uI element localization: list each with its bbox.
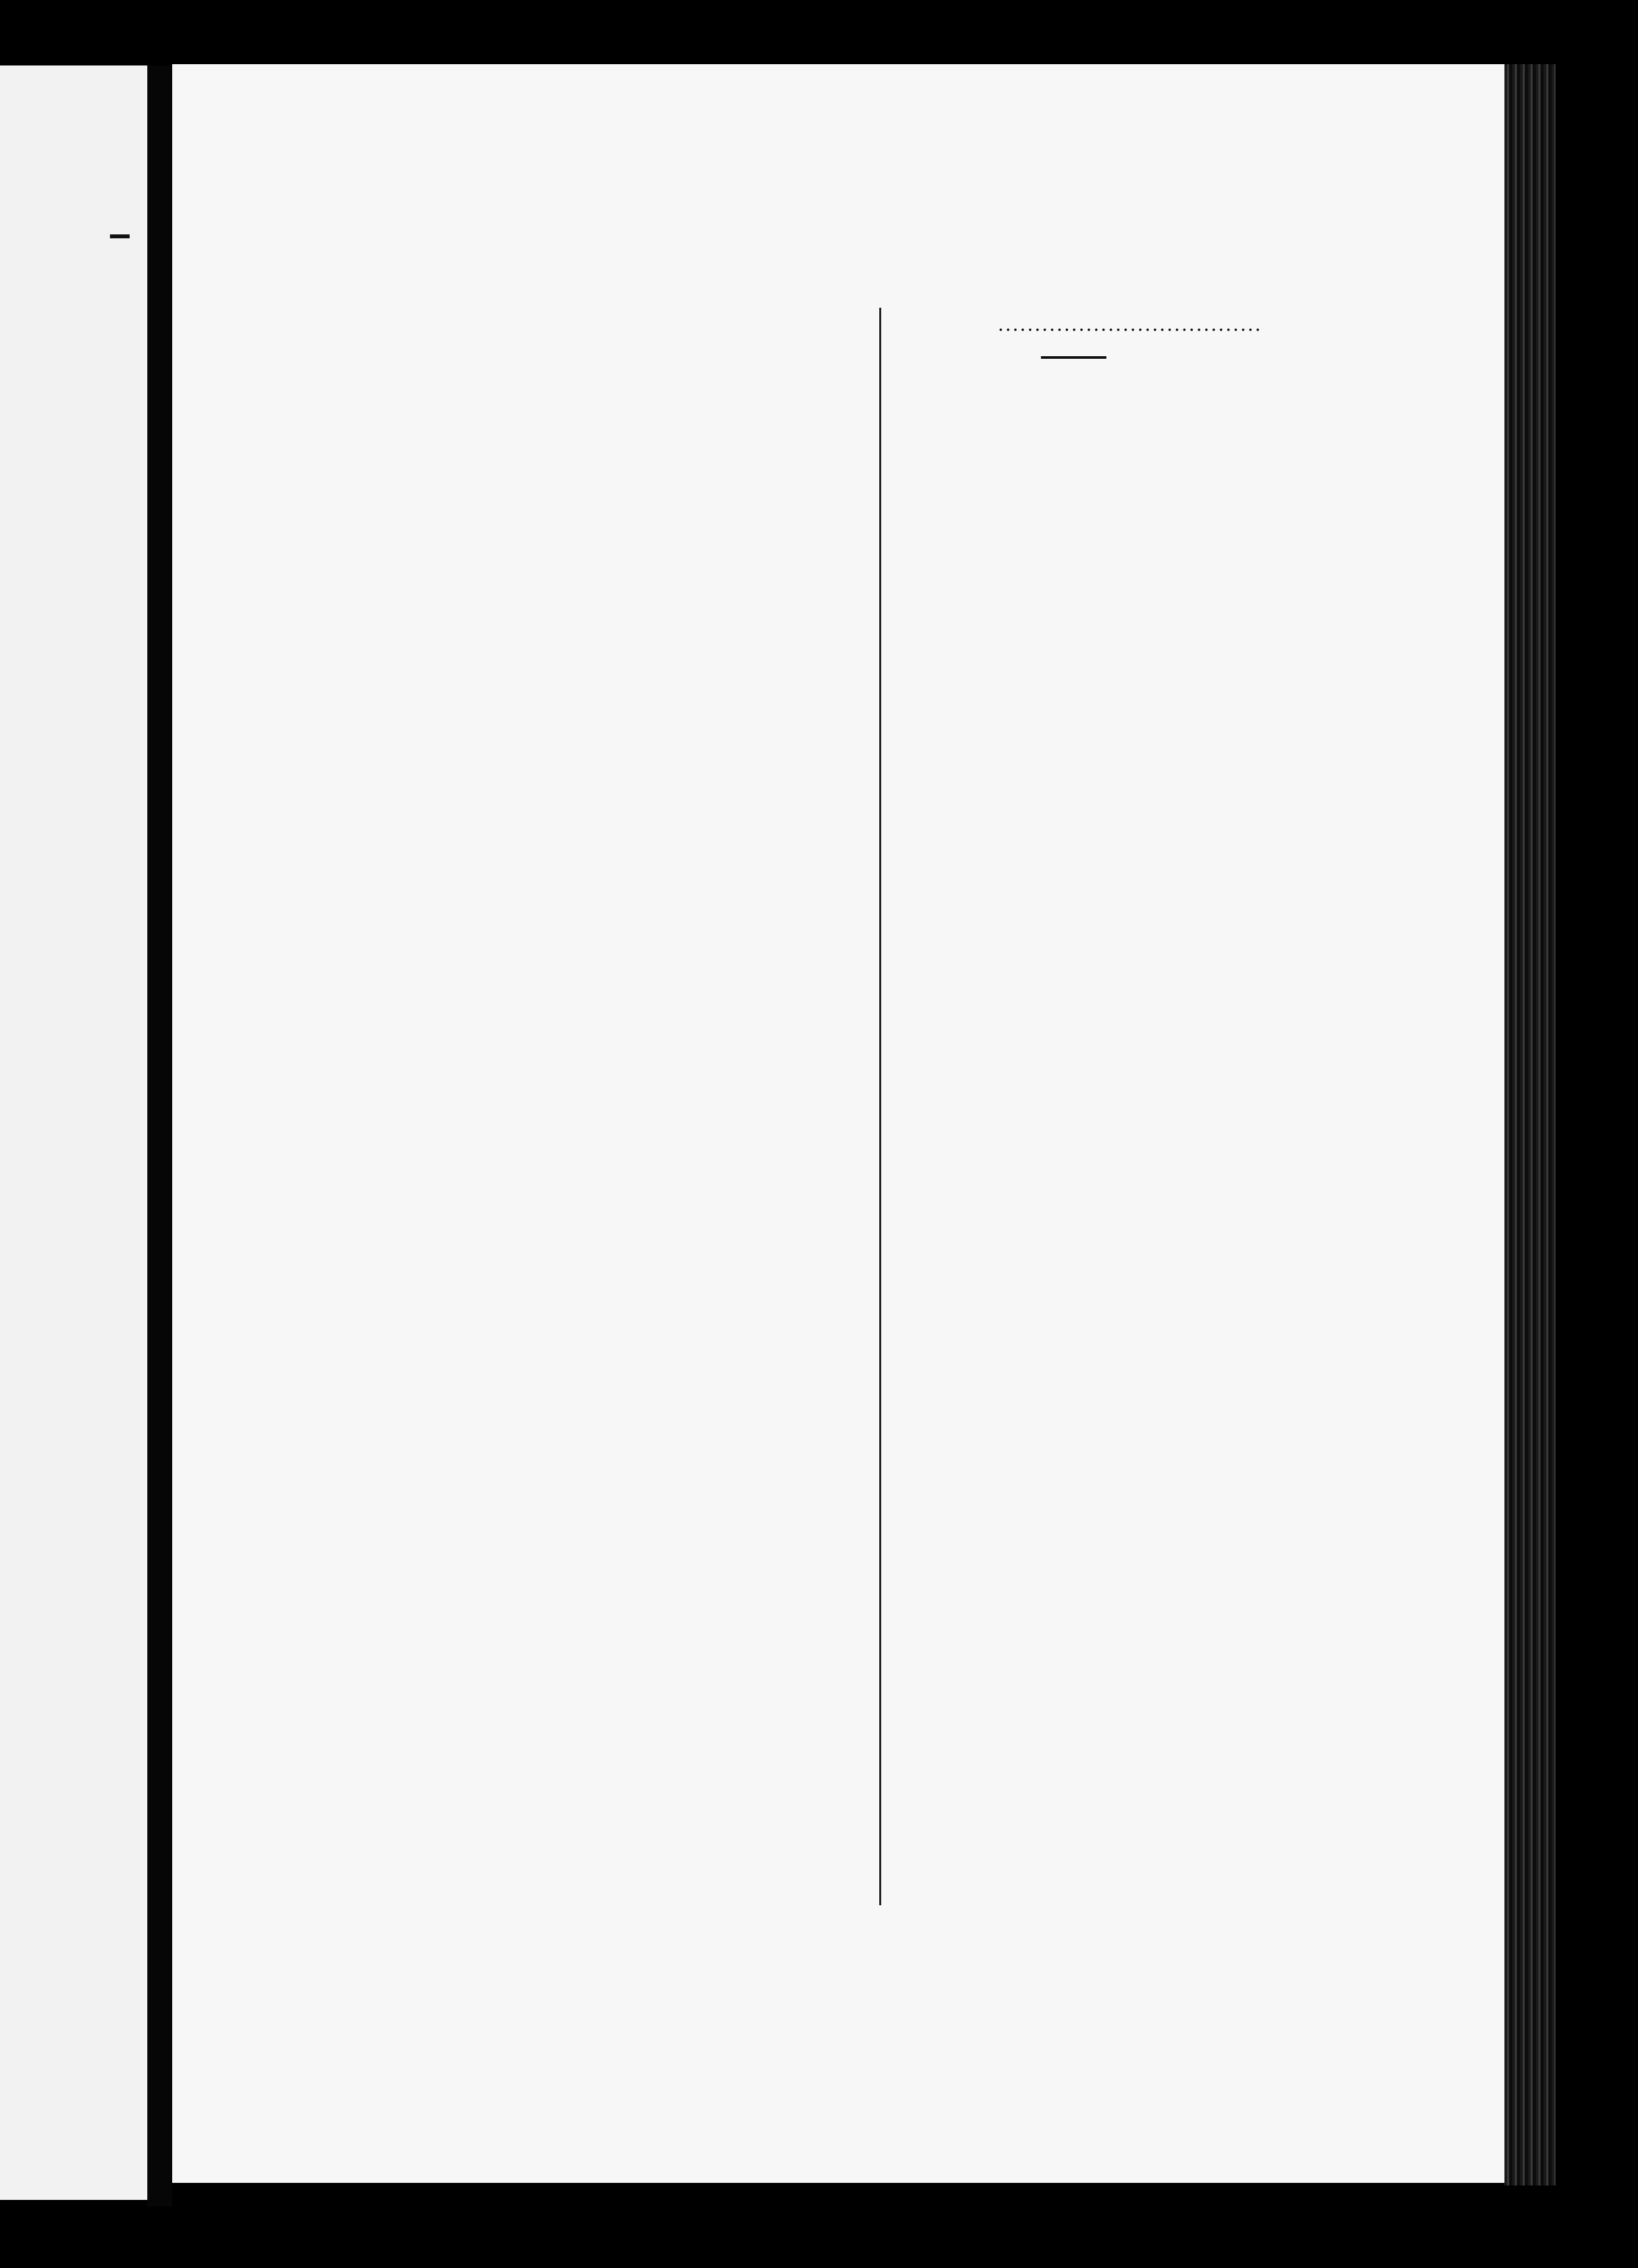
- column-divider: [879, 308, 881, 1905]
- leader-dots: [998, 313, 1261, 335]
- section-rule: [1041, 356, 1106, 359]
- scanned-page: [172, 64, 1504, 2183]
- right-column: [845, 304, 1303, 365]
- left-column: [380, 301, 825, 308]
- adjacent-page: [0, 65, 147, 2200]
- grand-total-row: [845, 313, 1303, 339]
- margin-mark: [110, 234, 130, 238]
- page-edges: [1504, 64, 1556, 2186]
- page-gutter: [147, 65, 172, 2206]
